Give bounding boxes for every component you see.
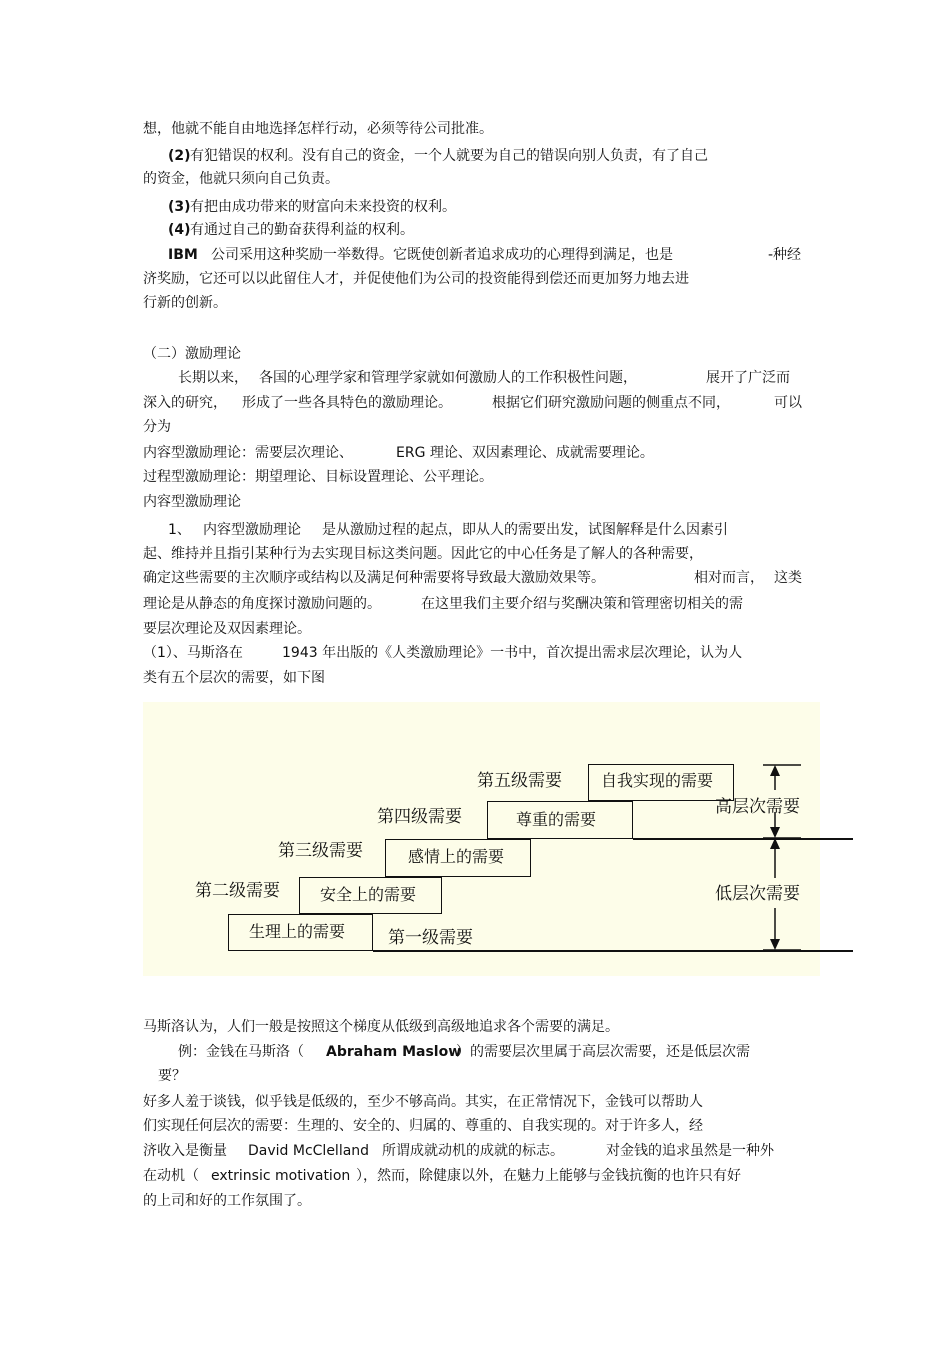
text-line: 起、维持并且指引某种行为去实现目标这类问题。因此它的中心任务是了解人的各种需要， xyxy=(143,546,703,562)
text-line: 有犯错误的权利。没有自己的资金，一个人就要为自己的错误向别人负责，有了自己 xyxy=(190,148,708,164)
maslow-hierarchy-diagram xyxy=(143,702,820,976)
text-line: 内容型激励理论：需要层次理论、 xyxy=(143,445,353,461)
text-line: （1）、马斯洛在 xyxy=(143,645,243,661)
need-box-label: 自我实现的需要 xyxy=(601,771,714,790)
text-line: 1、 xyxy=(168,522,191,538)
high-level-label: 高层次需要 xyxy=(715,797,800,817)
text-line: 在动机（ xyxy=(143,1168,199,1184)
text-line: ）的需要层次里属于高层次需要，还是低层次需 xyxy=(456,1044,750,1060)
text-line: 可以 xyxy=(774,395,802,411)
need-box-self-actualization xyxy=(588,764,734,801)
text-line: 们实现任何层次的需要：生理的、安全的、归属的、尊重的、自我实现的。对于许多人，经 xyxy=(143,1118,703,1134)
level-label-5: 第五级需要 xyxy=(477,771,562,791)
need-box-physiological xyxy=(228,914,373,951)
text-line: ），然而，除健康以外，在魅力上能够与金钱抗衡的也许只有好 xyxy=(356,1168,741,1184)
text-line: 公司采用这种奖励一举数得。它既使创新者追求成功的心理得到满足，也是 xyxy=(211,247,673,263)
text-line: 相对而言， xyxy=(694,570,764,586)
low-level-label: 低层次需要 xyxy=(715,884,800,904)
text-line: 长期以来， xyxy=(178,370,248,386)
section-heading: （二）激励理论 xyxy=(143,346,241,362)
text-line: 内容型激励理论 xyxy=(203,522,301,538)
level-label-3: 第三级需要 xyxy=(278,841,363,861)
text-line: 济奖励，它还可以以此留住人才，并促使他们为公司的投资能得到偿还而更加努力地去进 xyxy=(143,271,689,287)
text-line: 行新的创新。 xyxy=(143,295,227,311)
need-box-label: 安全上的需要 xyxy=(320,885,417,904)
text-line: 内容型激励理论 xyxy=(143,494,241,510)
text-line: 的上司和好的工作氛围了。 xyxy=(143,1193,311,1209)
step-line xyxy=(633,838,853,840)
level-label-2: 第二级需要 xyxy=(195,881,280,901)
text-line: 有把由成功带来的财富向未来投资的权利。 xyxy=(190,199,456,215)
need-box-label: 感情上的需要 xyxy=(408,847,505,866)
text-line: extrinsic motivation xyxy=(211,1168,351,1184)
need-box-safety xyxy=(299,877,442,914)
text-line: 马斯洛认为，人们一般是按照这个梯度从低级到高级地追求各个需要的满足。 xyxy=(143,1019,619,1035)
text-line: 理论是从静态的角度探讨激励问题的。 xyxy=(143,596,381,612)
text-line: 各国的心理学家和管理学家就如何激励人的工作积极性问题， xyxy=(259,370,637,386)
text-line: 在这里我们主要介绍与奖酬决策和管理密切相关的需 xyxy=(421,596,743,612)
person-name: David McClelland xyxy=(248,1143,370,1159)
text-line: 确定这些需要的主次顺序或结构以及满足何种需要将导致最大激励效果等。 xyxy=(143,570,605,586)
text-line: -种经 xyxy=(768,247,802,263)
person-name: Abraham Maslow xyxy=(326,1044,462,1060)
text-line: 有通过自己的勤奋获得利益的权利。 xyxy=(190,222,414,238)
text-line: 要？ xyxy=(158,1068,186,1084)
text-line: ERG 理论、双因素理论、成就需要理论。 xyxy=(396,445,654,461)
text-line: 例：金钱在马斯洛（ xyxy=(178,1044,304,1060)
list-number: (2) xyxy=(168,148,191,164)
level-label-4: 第四级需要 xyxy=(377,807,462,827)
list-number: (3) xyxy=(168,199,191,215)
text-line: 济收入是衡量 xyxy=(143,1143,227,1159)
text-line: 是从激励过程的起点，即从人的需要出发，试图解释是什么因素引 xyxy=(322,522,728,538)
text-line: 要层次理论及双因素理论。 xyxy=(143,621,311,637)
need-box-social xyxy=(385,839,531,877)
company-name: IBM xyxy=(168,247,198,263)
text-line: 所谓成就动机的成就的标志。 xyxy=(382,1143,564,1159)
need-box-label: 生理上的需要 xyxy=(249,922,346,941)
text-line: 展开了广泛而 xyxy=(706,370,790,386)
text-line: 对金钱的追求虽然是一种外 xyxy=(606,1143,774,1159)
text-line: 类有五个层次的需要，如下图 xyxy=(143,670,325,686)
text-line: 过程型激励理论：期望理论、目标设置理论、公平理论。 xyxy=(143,469,493,485)
text-line: 深入的研究， xyxy=(143,395,227,411)
text-line: 这类 xyxy=(774,570,802,586)
text-line: 分为 xyxy=(143,419,171,435)
text-line: 的资金，他就只须向自己负责。 xyxy=(143,171,339,187)
text-line: 想，他就不能自由地选择怎样行动，必须等待公司批准。 xyxy=(143,121,493,137)
list-number: (4) xyxy=(168,222,191,238)
text-line: 好多人羞于谈钱，似乎钱是低级的，至少不够高尚。其实，在正常情况下，金钱可以帮助人 xyxy=(143,1094,703,1110)
text-line: 1943 年出版的《人类激励理论》一书中，首次提出需求层次理论，认为人 xyxy=(282,645,743,661)
level-label-1: 第一级需要 xyxy=(388,928,473,948)
level-bracket-arrows xyxy=(763,760,803,956)
text-line: 根据它们研究激励问题的侧重点不同， xyxy=(492,395,730,411)
need-box-esteem xyxy=(487,801,633,839)
need-box-label: 尊重的需要 xyxy=(516,810,597,829)
text-line: 形成了一些各具特色的激励理论。 xyxy=(242,395,452,411)
